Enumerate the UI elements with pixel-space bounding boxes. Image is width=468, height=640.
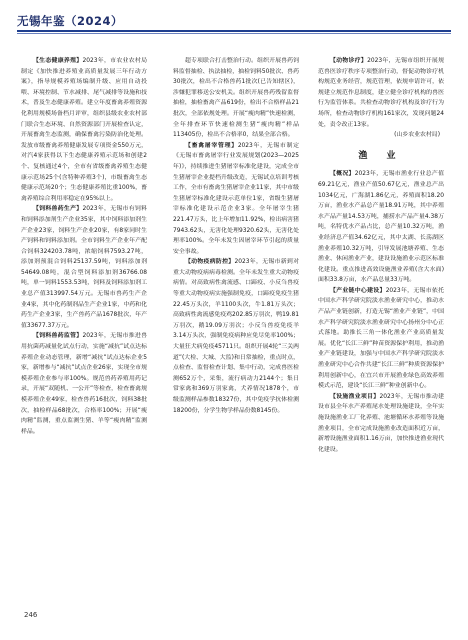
article-body: (山乡农业农村局) [394,132,440,139]
article-body: 2023年，无锡市有饲料和饲料添加剂生产企业35家，其中饲料添加剂生产企业23家，饲料生产企业20家，有8家同时生产饲料和饲料添加剂。全市饲料生产企业年产配合饲料324203.78吨，浓缩饲料7593.27吨，添加剂预混合饲料25137.59吨，饲料添加剂54649.08吨，混合型饲料添加剂36766.08吨，单一饲料1553.53吨，饲料及饲料添加剂工业总产值313997.54万元。无锡市兽药生产企业4家，其中化药制剂品生产企业1家，中药和化药生产企业3家，生产兽药产品1678批次，年产值33677.37万元。 [21,206,147,329]
section-heading: 渔 业 [358,150,404,161]
text-column-1 [21,56,147,437]
article-body: 超专项联合打击整治行动。组织开展兽药饲料监督抽检、执法抽检，抽检饲料50批次、兽药30批次，检出不合格兽药1批次(已告知辖区)，涉嫌犯罪移送公安机关。组织开展兽药残留监督抽检，抽检畜禽产品619份，检出不合格样品21批次，全部依规处理。开展“瘦肉精”快速检测，全年排查环节快速检测生猪“瘦肉精”样品113405份，检出不合格率0，结果全部合格。 [173,58,299,139]
article-paragraph [318,392,444,456]
article-paragraph [21,331,147,437]
header-rule-thin [17,33,451,34]
article-heading: 【动物诊疗】 [330,58,368,64]
article-paragraph [21,204,147,331]
article-paragraph [21,56,147,204]
article-heading: 【设施渔业项目】 [330,393,380,400]
article-body: 2023年，无锡市组织开展规范兽医诊疗秩序专项整治行动，督促动物诊疗机构规范业务经营，规范管理，依规申请许可，依规建立规范作息制度，建立健全诊疗机构的兽医行为监管体系。共检查动物诊疗机构及诊疗行为场所，检查动物诊疗机构161家次，发现问题24处，责令改正13家。 [318,58,444,128]
article-body: 2023年，无锡市新到对重大动物疫病病毒检测。全年未发生重大动物疫病情。对高致病性禽流感、口蹄疫、小反刍兽疫等重大动物疫病实施强制免疫，口蹄疫免疫生猪22.45万头次，羊1100头次，牛1.81万头次；高致病性禽流感免疫鸡202.85万羽次，鸭19.81万羽次，鹅19.09万羽次；小反刍兽疫免疫羊3.14万头次，强制免疫病种应免尽免率100%；大量狂犬病免疫45711只。组织开展4轮“三关两道”(大检、大城、大监)和日常抽检，重点时点，点检查、监督检查计划、集中行动，完成兽医检测652万个，采集，流行病动力2144个；集日常家禽和369万羽家禽，犬养情况1878个，市级监测样品参数18327份，其中免疫学抗体检测18200份，分学生物学样品份数8145份。 [173,259,299,414]
article-paragraph [318,286,444,392]
article-paragraph [173,141,299,258]
article-heading: 【概况】 [330,171,355,178]
article-heading: 【畜禽屠宰管理】 [185,142,238,149]
article-paragraph [173,257,299,416]
article-paragraph [173,56,299,141]
header-rule [17,30,451,32]
page-header [0,0,468,38]
article-heading: 【产业链中心建设】 [330,287,386,294]
article-heading: 【饲料兽药监管】 [33,333,83,340]
article-body: 2023年，市农业农村局制定《加快推进养殖业高质量发展三年行动方案》，指导规模养殖场编制升级、应用自动投喂、环境控制、节水减排、尾气减排等设施和技术，普及生态健康养殖。建立年度畜禽养殖资源化利用规模场备档月评审，组织县级农业农村部门联合生态环境、自然资源部门开展检查认定，开展畜禽生态监测，确保畜禽污染防治化处理。发放市级畜禽养殖健康发展专项资金550万元，对汽4家获得以下生态健康养殖示范场和创建2个、复核通过4个，全市有省级畜禽养殖生态健康示范场25个(含特种养殖3个)，市级畜禽生态健康示范场20个；生态健康养殖比重100%，畜禽养殖综合利用率稳定在95%以上。 [21,58,147,202]
article-body: 2023年，无锡市渔业行业总产值69.21亿元，渔业产值50.67亿元，渔业总产出1034亿元，广海湖1.86亿元，养殖面积18.20万亩，渔业水产品总产量18.91万吨，其中养殖水产品产量14.53万吨，捕捞水产品产量4.38万吨，名特优水产品占比，总产量10.32万吨，渔业经济总产值34.62亿元，其中太湖、长荡湖区渔业养殖10.32万吨，引导发展池塘养殖、生态渔业、休闲渔业产业，建设设施渔业示范区标准化建设。重点推进高效设施渔业养殖(含大水面)面积33.8万亩，水产品总量33万吨。 [318,171,444,284]
article-body: 2023年，无锡市推进兽用抗菌药减量化试点行动，实施“减抗”试点达标养殖企业动态管理，新增“减抗”试点达标企业5家，新增参与“减抗”试点企业26家，实现全市规模养殖企业参与率100%。规范兽药养殖用药记录，开展“双随机、一公开”等检查，检查畜禽规模养殖企业49家，检查兽药16批次，饲料38批次，抽检样品68批次，合格率100%；开展“瘦肉精”监测，重点监测生猪、羊等“瘦肉精”监测样品。 [21,333,147,435]
source-note [318,130,444,141]
article-paragraph [318,56,444,130]
article-heading: 【生态健康养殖】 [33,58,83,64]
running-title: 无锡年鉴（2024） [17,14,124,28]
article-heading: 【饲料兽药生产】 [33,206,83,213]
article-body: 2023年，无锡市推动建设市县全年水产养殖尾水处理设施建设，全年实施设施渔业工厂化养殖、池塘循环水养殖等设施渔业项目，全市完成设施渔业改造面积近万亩，新增设施渔业面积1.16万亩，加快推进渔业现代化建设。 [318,393,444,453]
text-column-2 [173,56,299,416]
article-paragraph [318,169,444,286]
article-body: 2023年，无锡市制定《无锡市畜禽屠宰行业发展规划(2023—2025年)》，持续推进生猪屠宰标准化建设，完成全市生猪屠宰企业提档升级改造，无锡试点培训考核工作，全市有畜禽生猪屠宰企业11家，其中市级生猪屠宰标准化建设示范单位1家，省级生猪屠宰标准化建设示范企业3家。全年屠宰生猪221.47万头，比上年增加11.92%，检出病害猪7943.62头，无害化处理9320.62头，无害化处理率100%。全年未发生因屠宰环节引起的质量安全事故。 [173,142,300,255]
text-column-3 [318,56,444,455]
page-number: 246 [24,611,38,619]
article-body: 2023年，无锡市依托中国水产科学研究院淡水渔业研究中心，推动水产品产业链创新，打造无锡“渔业产业链”，中国水产科学研究院淡水渔业研究中心扬州分中心正式落地。助推长三角一体化渔业产业高质量发展。优化“长江三鲜”种苗资源保护利用，推动渔业产业链建设，加强与中国水产科学研究院淡水渔业研究中心合作共建“长江三鲜”种质资源保护利用创新中心，在宜兴市开展渔业绿色高效养殖模式示范，建设“长江三鲜”种业创新中心。 [318,287,444,390]
article-heading: 【动物疫病防控】 [185,259,235,266]
